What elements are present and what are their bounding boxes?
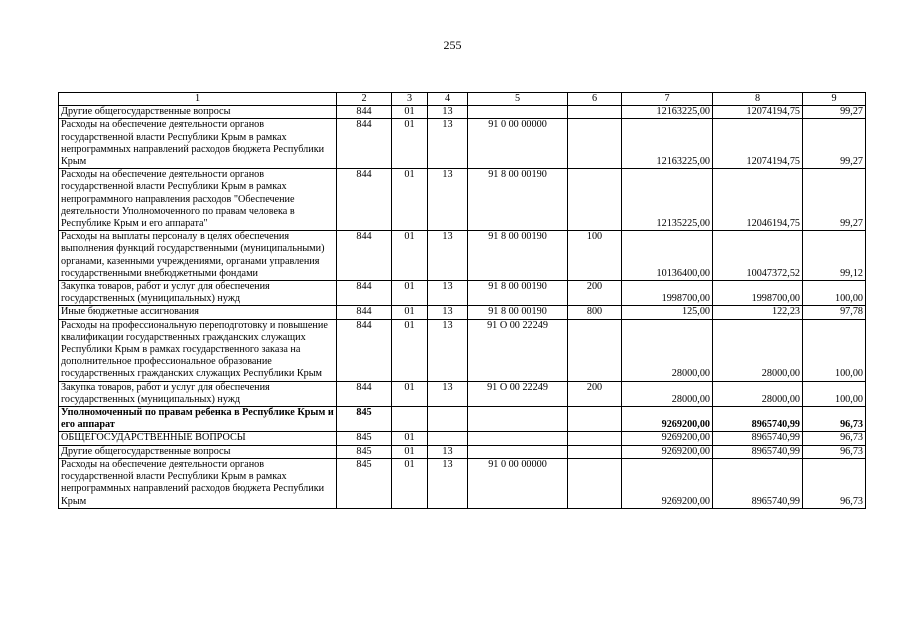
section-code-cell: 01 [392, 458, 428, 508]
section-code-cell [392, 407, 428, 432]
section-code-cell: 01 [392, 381, 428, 406]
execution-percent-cell: 97,78 [803, 306, 866, 319]
table-row [59, 458, 866, 508]
planned-amount-cell: 28000,00 [622, 381, 713, 406]
row-name-cell: Закупка товаров, работ и услуг для обеспечения государственных (муниципальных) нужд [59, 381, 337, 406]
execution-percent-cell: 99,27 [803, 106, 866, 119]
expense-type-cell: 100 [568, 231, 622, 281]
subsection-code-cell [428, 432, 468, 445]
table-body [59, 93, 866, 509]
planned-amount-cell: 12163225,00 [622, 119, 713, 169]
planned-amount-cell: 12163225,00 [622, 106, 713, 119]
planned-amount-cell: 9269200,00 [622, 407, 713, 432]
planned-amount-cell: 12135225,00 [622, 169, 713, 231]
expense-type-cell: 800 [568, 306, 622, 319]
target-article-cell: 91 8 00 00190 [468, 169, 568, 231]
target-article-cell: 91 0 00 00000 [468, 458, 568, 508]
chapter-code-cell: 844 [337, 231, 392, 281]
planned-amount-cell: 1998700,00 [622, 281, 713, 306]
budget-table [58, 92, 866, 509]
planned-amount-cell: 9269200,00 [622, 458, 713, 508]
executed-amount-cell: 8965740,99 [713, 458, 803, 508]
header-cell: 1 [59, 93, 337, 106]
target-article-cell: 91 8 00 00190 [468, 281, 568, 306]
planned-amount-cell: 28000,00 [622, 319, 713, 381]
expense-type-cell: 200 [568, 381, 622, 406]
chapter-code-cell: 844 [337, 381, 392, 406]
target-article-cell: 91 8 00 00190 [468, 306, 568, 319]
expense-type-cell [568, 445, 622, 458]
subsection-code-cell: 13 [428, 119, 468, 169]
header-cell: 2 [337, 93, 392, 106]
target-article-cell: 91 0 00 00000 [468, 119, 568, 169]
planned-amount-cell: 10136400,00 [622, 231, 713, 281]
subsection-code-cell: 13 [428, 106, 468, 119]
table-row [59, 445, 866, 458]
section-code-cell: 01 [392, 445, 428, 458]
chapter-code-cell: 844 [337, 106, 392, 119]
execution-percent-cell: 96,73 [803, 407, 866, 432]
target-article-cell [468, 432, 568, 445]
subsection-code-cell: 13 [428, 381, 468, 406]
executed-amount-cell: 10047372,52 [713, 231, 803, 281]
table-row [59, 319, 866, 381]
expense-type-cell [568, 169, 622, 231]
page-number: 255 [443, 38, 462, 52]
section-code-cell: 01 [392, 319, 428, 381]
table-row [59, 169, 866, 231]
chapter-code-cell: 845 [337, 407, 392, 432]
subsection-code-cell: 13 [428, 231, 468, 281]
expense-type-cell [568, 119, 622, 169]
executed-amount-cell: 28000,00 [713, 381, 803, 406]
expense-type-cell [568, 319, 622, 381]
chapter-code-cell: 844 [337, 119, 392, 169]
expense-type-cell [568, 432, 622, 445]
expense-type-cell [568, 458, 622, 508]
subsection-code-cell: 13 [428, 306, 468, 319]
section-code-cell: 01 [392, 432, 428, 445]
header-cell: 4 [428, 93, 468, 106]
row-name-cell: Уполномоченный по правам ребенка в Республике Крым и его аппарат [59, 407, 337, 432]
header-cell: 3 [392, 93, 428, 106]
planned-amount-cell: 9269200,00 [622, 445, 713, 458]
row-name-cell: Расходы на обеспечение деятельности органов государственной власти Республики Крым в рамках непрограммных направлений расходов бюджета Республики Крым [59, 458, 337, 508]
header-cell: 5 [468, 93, 568, 106]
header-cell: 8 [713, 93, 803, 106]
executed-amount-cell: 8965740,99 [713, 445, 803, 458]
chapter-code-cell: 844 [337, 306, 392, 319]
target-article-cell [468, 106, 568, 119]
table-row [59, 119, 866, 169]
row-name-cell: Расходы на выплаты персоналу в целях обеспечения выполнения функций государственными (муниципальными) органами, казенными учреждениями, органами управления государственными внебюджетными фондами [59, 231, 337, 281]
execution-percent-cell: 99,27 [803, 169, 866, 231]
table-row [59, 231, 866, 281]
executed-amount-cell: 122,23 [713, 306, 803, 319]
expense-type-cell: 200 [568, 281, 622, 306]
execution-percent-cell: 100,00 [803, 381, 866, 406]
row-name-cell: ОБЩЕГОСУДАРСТВЕННЫЕ ВОПРОСЫ [59, 432, 337, 445]
target-article-cell: 91 О 00 22249 [468, 319, 568, 381]
table-row [59, 281, 866, 306]
target-article-cell [468, 407, 568, 432]
subsection-code-cell [428, 407, 468, 432]
executed-amount-cell: 28000,00 [713, 319, 803, 381]
section-code-cell: 01 [392, 119, 428, 169]
subsection-code-cell: 13 [428, 169, 468, 231]
section-code-cell: 01 [392, 106, 428, 119]
execution-percent-cell: 96,73 [803, 458, 866, 508]
execution-percent-cell: 96,73 [803, 445, 866, 458]
row-name-cell: Закупка товаров, работ и услуг для обеспечения государственных (муниципальных) нужд [59, 281, 337, 306]
chapter-code-cell: 844 [337, 169, 392, 231]
execution-percent-cell: 96,73 [803, 432, 866, 445]
row-name-cell: Иные бюджетные ассигнования [59, 306, 337, 319]
planned-amount-cell: 125,00 [622, 306, 713, 319]
chapter-code-cell: 844 [337, 281, 392, 306]
section-code-cell: 01 [392, 231, 428, 281]
target-article-cell: 91 О 00 22249 [468, 381, 568, 406]
execution-percent-cell: 100,00 [803, 319, 866, 381]
table-row [59, 306, 866, 319]
execution-percent-cell: 99,12 [803, 231, 866, 281]
table-row [59, 407, 866, 432]
header-cell: 9 [803, 93, 866, 106]
table-row [59, 381, 866, 406]
subsection-code-cell: 13 [428, 445, 468, 458]
chapter-code-cell: 845 [337, 432, 392, 445]
subsection-code-cell: 13 [428, 281, 468, 306]
executed-amount-cell: 12046194,75 [713, 169, 803, 231]
executed-amount-cell: 8965740,99 [713, 407, 803, 432]
chapter-code-cell: 845 [337, 458, 392, 508]
header-cell: 7 [622, 93, 713, 106]
row-name-cell: Расходы на профессиональную переподготовку и повышение квалификации государственных гражданских служащих Республики Крым в рамках государственного заказа на дополнительное профессиональное образование государственных гражданских служащих Республики Крым [59, 319, 337, 381]
expense-type-cell [568, 407, 622, 432]
chapter-code-cell: 845 [337, 445, 392, 458]
expense-type-cell [568, 106, 622, 119]
execution-percent-cell: 100,00 [803, 281, 866, 306]
table-row [59, 432, 866, 445]
target-article-cell [468, 445, 568, 458]
chapter-code-cell: 844 [337, 319, 392, 381]
executed-amount-cell: 1998700,00 [713, 281, 803, 306]
planned-amount-cell: 9269200,00 [622, 432, 713, 445]
row-name-cell: Другие общегосударственные вопросы [59, 445, 337, 458]
executed-amount-cell: 8965740,99 [713, 432, 803, 445]
section-code-cell: 01 [392, 306, 428, 319]
row-name-cell: Другие общегосударственные вопросы [59, 106, 337, 119]
execution-percent-cell: 99,27 [803, 119, 866, 169]
subsection-code-cell: 13 [428, 458, 468, 508]
table-row [59, 106, 866, 119]
section-code-cell: 01 [392, 169, 428, 231]
row-name-cell: Расходы на обеспечение деятельности органов государственной власти Республики Крым в рамках непрограммных направлений расходов бюджета Республики Крым [59, 119, 337, 169]
executed-amount-cell: 12074194,75 [713, 119, 803, 169]
table-header-row [59, 93, 866, 106]
header-cell: 6 [568, 93, 622, 106]
target-article-cell: 91 8 00 00190 [468, 231, 568, 281]
row-name-cell: Расходы на обеспечение деятельности органов государственной власти Республики Крым в рамках непрограммного направления расходов "Обеспечение деятельности Уполномоченного по правам человека в Республике Крым и его аппарата" [59, 169, 337, 231]
executed-amount-cell: 12074194,75 [713, 106, 803, 119]
subsection-code-cell: 13 [428, 319, 468, 381]
section-code-cell: 01 [392, 281, 428, 306]
